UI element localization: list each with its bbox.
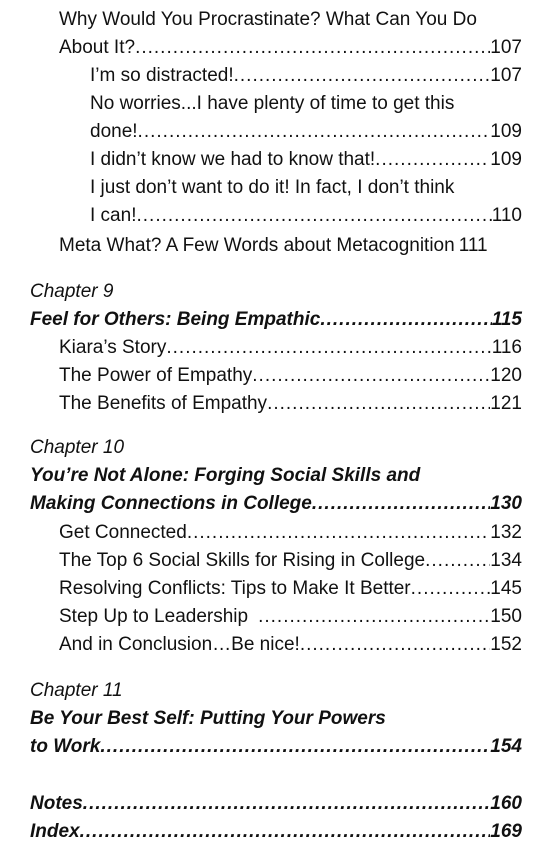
chapter-label: Chapter 10 (30, 437, 125, 458)
chapter-title-entry[interactable] (30, 490, 522, 518)
toc-entry[interactable] (59, 575, 522, 603)
toc-entry-procrastinate[interactable] (59, 34, 522, 62)
page-number: 169 (490, 821, 522, 842)
toc-entry-procrastinate-line1 (59, 6, 522, 34)
page-number: 115 (491, 309, 522, 330)
dot-leader (312, 490, 490, 518)
page-number: 150 (490, 606, 522, 627)
chapter-title: Feel for Others: Being Empathic (30, 309, 321, 330)
toc-entry[interactable] (59, 362, 522, 390)
toc-entry-title: Meta What? A Few Words about Metacognition (59, 235, 455, 256)
dot-leader (411, 575, 491, 603)
toc-entry-title: The Benefits of Empathy (59, 393, 268, 414)
dot-leader (375, 146, 490, 174)
toc-entry[interactable] (59, 631, 522, 659)
dot-leader (135, 34, 490, 62)
dot-leader (83, 790, 491, 818)
toc-entry-notes[interactable] (30, 790, 522, 818)
chapter-title: to Work (30, 736, 101, 757)
toc-entry-title: Notes (30, 793, 83, 814)
page-number: 110 (491, 205, 522, 226)
dot-leader (138, 118, 491, 146)
page-number: 160 (490, 793, 522, 814)
toc-entry-dont-want-line1 (90, 174, 522, 202)
toc-entry-title: I can! (90, 205, 137, 226)
page-number: 109 (490, 121, 522, 142)
toc-entry-title: done! (90, 121, 138, 142)
toc-entry-title: Get Connected (59, 522, 187, 543)
toc-entry[interactable] (59, 519, 522, 547)
toc-entry-title: Why Would You Procrastinate? What Can You Do (59, 9, 477, 30)
dot-leader (234, 62, 491, 90)
toc-entry-title: No worries...I have plenty of time to get this (90, 93, 455, 114)
dot-leader (320, 306, 491, 334)
toc-entry-title: And in Conclusion…Be nice! (59, 634, 300, 655)
page-number: 132 (490, 522, 522, 543)
toc-entry-title: Kiara’s Story (59, 337, 167, 358)
toc-entry[interactable] (59, 603, 522, 631)
dot-leader (252, 362, 490, 390)
toc-entry-title: Resolving Conflicts: Tips to Make It Better (59, 578, 411, 599)
page-number: 107 (490, 37, 522, 58)
dot-leader (136, 202, 491, 230)
dot-leader (166, 334, 491, 362)
page-number: 120 (490, 365, 522, 386)
toc-entry-title: The Top 6 Social Skills for Rising in College (59, 550, 426, 571)
page-number: 121 (490, 393, 522, 414)
dot-leader (267, 390, 490, 418)
page-number: 154 (490, 736, 522, 757)
chapter-title-entry[interactable] (30, 733, 522, 761)
dot-leader (300, 631, 490, 659)
chapter-title-line1 (30, 705, 522, 733)
page-number: 134 (490, 550, 522, 571)
chapter-title: You’re Not Alone: Forging Social Skills and (30, 465, 421, 486)
page-number: 116 (491, 337, 522, 358)
chapter-title-line1 (30, 462, 522, 490)
page-number: 111 (458, 235, 488, 256)
toc-entry-noworries[interactable] (90, 118, 522, 146)
dot-leader (100, 733, 490, 761)
page-number: 130 (490, 493, 522, 514)
toc-entry[interactable] (59, 334, 522, 362)
toc-entry[interactable] (59, 547, 522, 575)
toc-entry-title: About It? (59, 37, 136, 58)
dot-leader (187, 519, 490, 547)
page-number: 152 (490, 634, 522, 655)
toc-entry-distracted[interactable] (90, 62, 522, 90)
toc-entry-title: The Power of Empathy (59, 365, 253, 386)
page-number: 109 (490, 149, 522, 170)
toc-entry-title: I just don’t want to do it! In fact, I don’t think (90, 177, 455, 198)
toc-entry-dont-want[interactable] (90, 202, 522, 230)
toc-entry-meta[interactable] (59, 232, 522, 260)
toc-entry-noworries-line1 (90, 90, 522, 118)
toc-entry[interactable] (59, 390, 522, 418)
toc-entry-title: Index (30, 821, 80, 842)
dot-leader (425, 547, 490, 575)
toc-entry-index[interactable] (30, 818, 522, 846)
toc-entry-title: I didn’t know we had to know that! (90, 149, 376, 170)
dot-leader (258, 603, 490, 631)
page-number: 145 (490, 578, 522, 599)
chapter-title: Making Connections in College (30, 493, 312, 514)
page-number: 107 (490, 65, 522, 86)
chapter-label: Chapter 9 (30, 281, 114, 302)
toc-entry-didnt-know[interactable] (90, 146, 522, 174)
chapter-title-entry[interactable] (30, 306, 522, 334)
chapter-label: Chapter 11 (30, 680, 123, 701)
toc-entry-title: Step Up to Leadership (59, 606, 249, 627)
chapter-title: Be Your Best Self: Putting Your Powers (30, 708, 386, 729)
toc-entry-title: I’m so distracted! (90, 65, 234, 86)
dot-leader (80, 818, 491, 846)
